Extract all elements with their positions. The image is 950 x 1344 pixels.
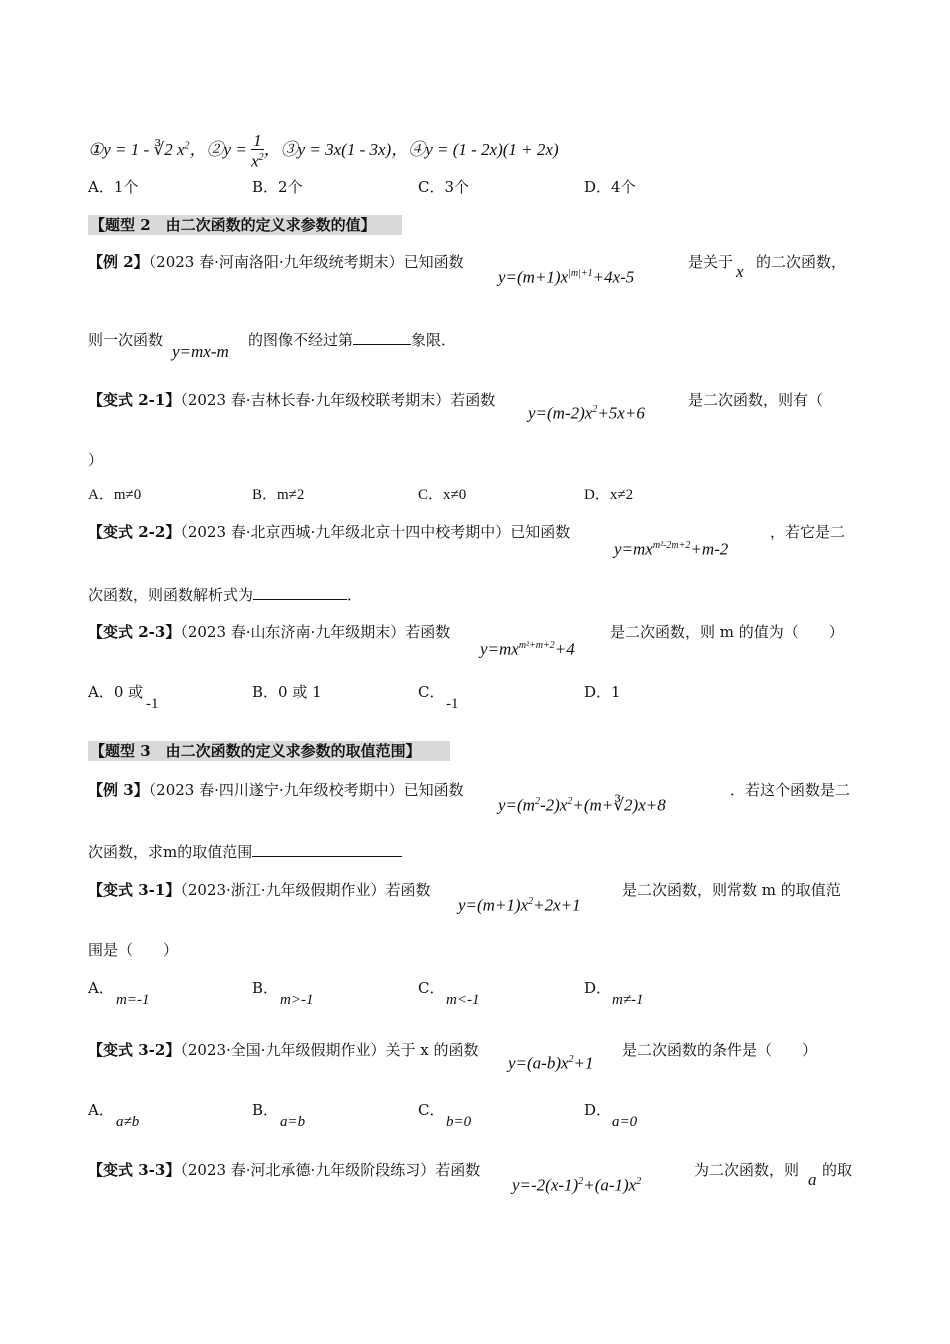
variant-3-3-tail: 为二次函数，则 <box>694 1161 800 1179</box>
variant-3-1-option-c-value: m<-1 <box>446 992 480 1008</box>
top-formula: ①y = 1 - ∛2 $x^2$，②y = $\frac{1}{x^2}$ ，③y = 3x(1 - 3x)，④y = (1 - 2x)(1 + 2x) <box>88 131 559 171</box>
variant-2-2-tail: ，若它是二 <box>770 523 846 541</box>
variant-3-2-tail: 是二次函数的条件是（ ） <box>622 1041 818 1059</box>
variant-3-2-option-d-value: a=0 <box>612 1114 638 1130</box>
variant-3-1-tail: 是二次函数，则常数 m 的取值范 <box>622 881 841 899</box>
variant-3-2-option-b: B． <box>252 1101 279 1119</box>
variant-3-2-option-a: A． <box>88 1101 114 1119</box>
variant-3-2-formula: $y=(a-b)x^2+1$ <box>508 1053 594 1073</box>
variant-2-1-option-d: D．x≠2 <box>584 487 634 503</box>
variant-2-3-option-a: A．0 或 <box>88 683 144 701</box>
example-3-line2: 次函数，求m的取值范围 <box>88 842 402 862</box>
variant-2-2-formula: $y=mx^{m^2-2m+2}+m-2$ <box>614 539 729 559</box>
variant-2-2-line2: 次函数，则函数解析式为 ． <box>88 586 363 604</box>
variant-3-1-line1: 【变式 3-1】（2023·浙江·九年级假期作业）若函数 <box>88 881 431 899</box>
variant-3-2-option-d: D． <box>584 1101 612 1119</box>
variant-3-3-tail2: 的取 <box>822 1161 853 1179</box>
answer-blank[interactable] <box>353 330 411 345</box>
example-2-line1 <box>88 252 464 272</box>
variant-3-3-var: a <box>808 1170 817 1189</box>
variant-2-3-line1: 【变式 2-3】（2023 春·山东济南·九年级期末）若函数 <box>88 623 451 641</box>
q1-option-a: A．1个 <box>88 178 139 196</box>
variant-3-1-option-b-value: m>-1 <box>280 992 314 1008</box>
section-heading-3: 【题型 3 由二次函数的定义求参数的取值范围】 <box>88 741 450 761</box>
variant-2-3-option-c: C． <box>418 683 445 701</box>
variant-3-1-option-a: A． <box>88 979 114 997</box>
example-tag: 【例 2】 <box>88 253 149 271</box>
example-2-formula: $y=(m+1)x^{|m|+1}+4x-5$ <box>498 267 635 287</box>
variant-2-2-line1: 【变式 2-2】（2023 春·北京西城·九年级北京十四中校考期中）已知函数 <box>88 523 571 541</box>
top-formula-line <box>88 133 559 170</box>
variant-2-3-option-d: D．1 <box>584 683 621 701</box>
variant-2-1-close: ） <box>88 451 104 469</box>
q1-option-b: B．2个 <box>252 178 303 196</box>
variant-3-2-option-a-value: a≠b <box>116 1114 140 1130</box>
variant-3-1-formula: $y=(m+1)x^2+2x+1$ <box>458 895 581 915</box>
variant-3-2-option-c-value: b=0 <box>446 1114 472 1130</box>
example-2-line2b: 的图像不经过第 象限． <box>248 331 457 349</box>
variant-2-3-option-b: B．0 或 1 <box>252 683 322 701</box>
variant-3-1-option-b: B． <box>252 979 279 997</box>
variant-3-1-option-c: C． <box>418 979 445 997</box>
answer-blank[interactable] <box>252 842 402 857</box>
example-2-tail2: 的二次函数， <box>756 253 847 271</box>
variant-3-1-option-d: D． <box>584 979 612 997</box>
variant-2-1-line1: 【变式 2-1】（2023 春·吉林长春·九年级校联考期末）若函数 <box>88 391 496 409</box>
variant-2-1-tail: 是二次函数，则有（ <box>688 391 824 409</box>
variant-3-1-option-a-value: m=-1 <box>116 992 150 1008</box>
variant-3-3-formula: $y=-2(x-1)^2+(a-1)x^2$ <box>512 1175 642 1195</box>
example-3-formula: $y=(m^2-2)x^2+(m+∛2)x+8$ <box>498 795 666 815</box>
variant-3-3-line1: 【变式 3-3】（2023 春·河北承德·九年级阶段练习）若函数 <box>88 1161 481 1179</box>
q1-option-d: D．4个 <box>584 178 636 196</box>
variant-3-2-line1: 【变式 3-2】（2023·全国·九年级假期作业）关于 x 的函数 <box>88 1041 479 1059</box>
source: （2023 春·河南洛阳·九年级统考期末）已知函数 <box>148 253 464 271</box>
variant-2-3-option-c-value: -1 <box>446 696 459 712</box>
variant-3-1-line2: 围是（ ） <box>88 941 179 959</box>
example-2-tail: 是关于 <box>688 253 734 271</box>
variant-2-1-option-c: C．x≠0 <box>418 487 467 503</box>
variant-2-1-option-b: B．m≠2 <box>252 487 305 503</box>
variant-2-3-formula: $y=mx^{m^2+m+2}+4$ <box>480 639 575 659</box>
variant-2-1-formula: $y=(m-2)x^2+5x+6$ <box>528 403 645 423</box>
example-2-line2: 则一次函数 <box>88 331 164 349</box>
example-3-tail: ．若这个函数是二 <box>730 781 851 799</box>
variant-3-1-option-d-value: m≠-1 <box>612 992 644 1008</box>
variant-3-2-option-b-value: a=b <box>280 1114 306 1130</box>
example-2-var: x <box>736 262 744 281</box>
answer-blank[interactable] <box>253 585 347 600</box>
variant-2-3-tail: 是二次函数，则 m 的值为（ ） <box>610 623 844 641</box>
q1-option-c: C．3个 <box>418 178 470 196</box>
example-3-line1: 【例 3】（2023 春·四川遂宁·九年级校考期中）已知函数 <box>88 781 464 799</box>
variant-3-2-option-c: C． <box>418 1101 445 1119</box>
variant-2-3-option-a-value: -1 <box>146 696 159 712</box>
variant-2-1-option-a: A．m≠0 <box>88 487 142 503</box>
section-heading-2: 【题型 2 由二次函数的定义求参数的值】 <box>88 215 402 235</box>
example-2-formula2: y=mx-m <box>172 342 229 361</box>
